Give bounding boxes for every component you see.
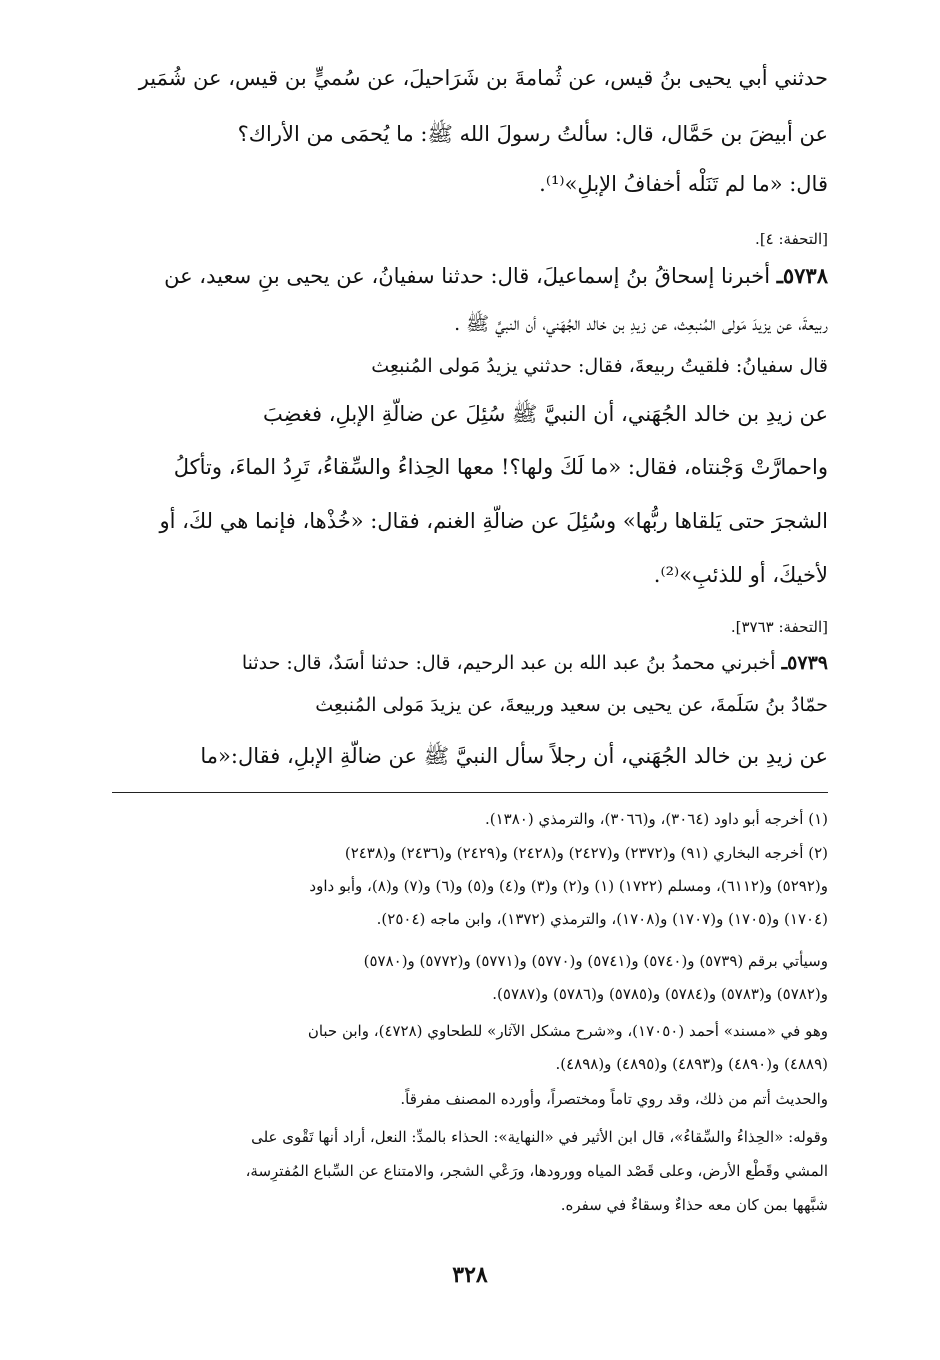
body-line: ربيعةَ، عن يزيدَ مَولى المُنبعِث، عن زيدِ بن خالد الجُهَني، أن النبيَّ ﷺ . bbox=[454, 313, 828, 335]
footnote-line: شبَّهها بمن كان معه حذاءٌ وسقاءٌ في سفره. bbox=[560, 1196, 828, 1214]
body-line: واحمارَّتْ وَجْنتاه، فقال: «ما لَكَ ولها؟! معها الحِذاءُ والسِّقاءُ، تَرِدُ الماءَ، وتأكلُ bbox=[173, 455, 828, 479]
body-line: حدثني أبي يحيى بنُ قيس، عن ثُمامةَ بن شَرَاحيلَ، عن سُميٍّ بن قيس، عن شُمَير bbox=[138, 66, 828, 90]
footnote-line: و(٥٧٨٢) و(٥٧٨٣) و(٥٧٨٤) و(٥٧٨٥) و(٥٧٨٦) و(٥٧٨٧). bbox=[492, 985, 828, 1003]
body-line: حمّادُ بنُ سَلَمةَ، عن يحيى بن سعيد وربيعةَ، عن يزيدَ مَولى المُنبعِث bbox=[315, 694, 828, 716]
footnote-line: والحديث أتم من ذلك، وقد روي تاماً ومختصراً، وأورده المصنف مفرقاً. bbox=[400, 1090, 828, 1108]
footnote-line: (١٧٠٤) و(١٧٠٥) و(١٧٠٧) و(١٧٠٨)، والترمذي (١٣٧٢)، وابن ماجه (٢٥٠٤). bbox=[376, 910, 828, 928]
footnote-line: وسيأتي برقم (٥٧٣٩) و(٥٧٤٠) و(٥٧٤١) و(٥٧٧٠) و(٥٧٧١) و(٥٧٧٢) و(٥٧٨٠) bbox=[363, 952, 828, 970]
footnote-line: (٤٨٨٩) و(٤٨٩٠) و(٤٨٩٣) و(٤٨٩٥) و(٤٨٩٨). bbox=[555, 1055, 828, 1073]
hadith-5738-first-line bbox=[164, 263, 828, 288]
body-line: لأخيكَ، أو للذئبِ»⁽²⁾. bbox=[653, 563, 828, 587]
body-line: قال: «ما لم تَنَلْه أخفافُ الإبلِ»⁽¹⁾. bbox=[539, 172, 828, 196]
body-line: أخبرني محمدُ بنُ عبد الله بن عبد الرحيم، قال: حدثنا أسَدٌ، قال: حدثنا bbox=[241, 652, 776, 674]
body-line: عن زيدِ بن خالد الجُهَني، أن رجلاً سأل النبيَّ ﷺ عن ضالّةِ الإبلِ، فقال:«ما bbox=[200, 744, 828, 768]
body-line: أخبرنا إسحاقُ بنُ إسماعيلَ، قال: حدثنا سفيانُ، عن يحيى بنِ سعيد، عن bbox=[164, 264, 771, 288]
footnote-line: المشي وقَطْع الأرض، وعلى قَصْد المياه وورودها، ورَعْي الشجر، والامتناع عن السِّباع المُفترِسة، bbox=[245, 1162, 828, 1180]
footnote-line: (٢) أخرجه البخاري (٩١) و(٢٣٧٢) و(٢٤٢٧) و(٢٤٢٨) و(٢٤٢٩) و(٢٤٣٦) و(٢٤٣٨) bbox=[344, 844, 828, 862]
body-line: الشجرَ حتى يَلقاها ربُّها» وسُئِلَ عن ضالّةِ الغنم، فقال: «خُذْها، فإنما هي لكَ، أو bbox=[159, 509, 828, 533]
hadith-5739-first-line bbox=[242, 652, 828, 674]
body-line: عن أبيضَ بن حَمَّال، قال: سألتُ رسولَ الله ﷺ: ما يُحمَى من الأراك؟ bbox=[237, 122, 828, 146]
footnote-separator bbox=[112, 792, 828, 793]
footnote-line: (١) أخرجه أبو داود (٣٠٦٤)، و(٣٠٦٦)، والترمذي (١٣٨٠). bbox=[485, 810, 828, 828]
page-number: ٣٢٨ bbox=[452, 1262, 488, 1288]
body-line: عن زيدِ بن خالد الجُهَني، أن النبيَّ ﷺ سُئِلَ عن ضالّةِ الإبلِ، فغضِبَ bbox=[263, 402, 828, 426]
footnote-line: وقوله: «الحِذاءُ والسِّقاءُ»، قال ابن الأثير في «النهاية»: الحذاء بالمدِّ: النعل، أراد أنها تَقْوى على bbox=[251, 1128, 828, 1146]
footnote-line: و(٥٢٩٢) و(٦١١٢)، ومسلم (١٧٢٢) (١) و(٢) و(٣) و(٤) و(٥) و(٦) و(٧) و(٨)، وأبو داود bbox=[309, 877, 828, 895]
hadith-number: ٥٧٣٨ـ bbox=[776, 263, 828, 288]
body-line: قال سفيانُ: فلقيتُ ربيعةَ، فقال: حدثني يزيدُ مَولى المُنبعِث bbox=[371, 355, 828, 377]
footnote-line: وهو في «مسند» أحمد (١٧٠٥٠)، و«شرح مشكل الآثار» للطحاوي (٤٧٢٨)، وابن حبان bbox=[307, 1022, 828, 1040]
tuhfa-reference: [التحفة: ٣٧٦٣]. bbox=[730, 618, 828, 636]
hadith-number: ٥٧٣٩ـ bbox=[781, 652, 828, 674]
tuhfa-reference: [التحفة: ٤]. bbox=[755, 230, 828, 248]
